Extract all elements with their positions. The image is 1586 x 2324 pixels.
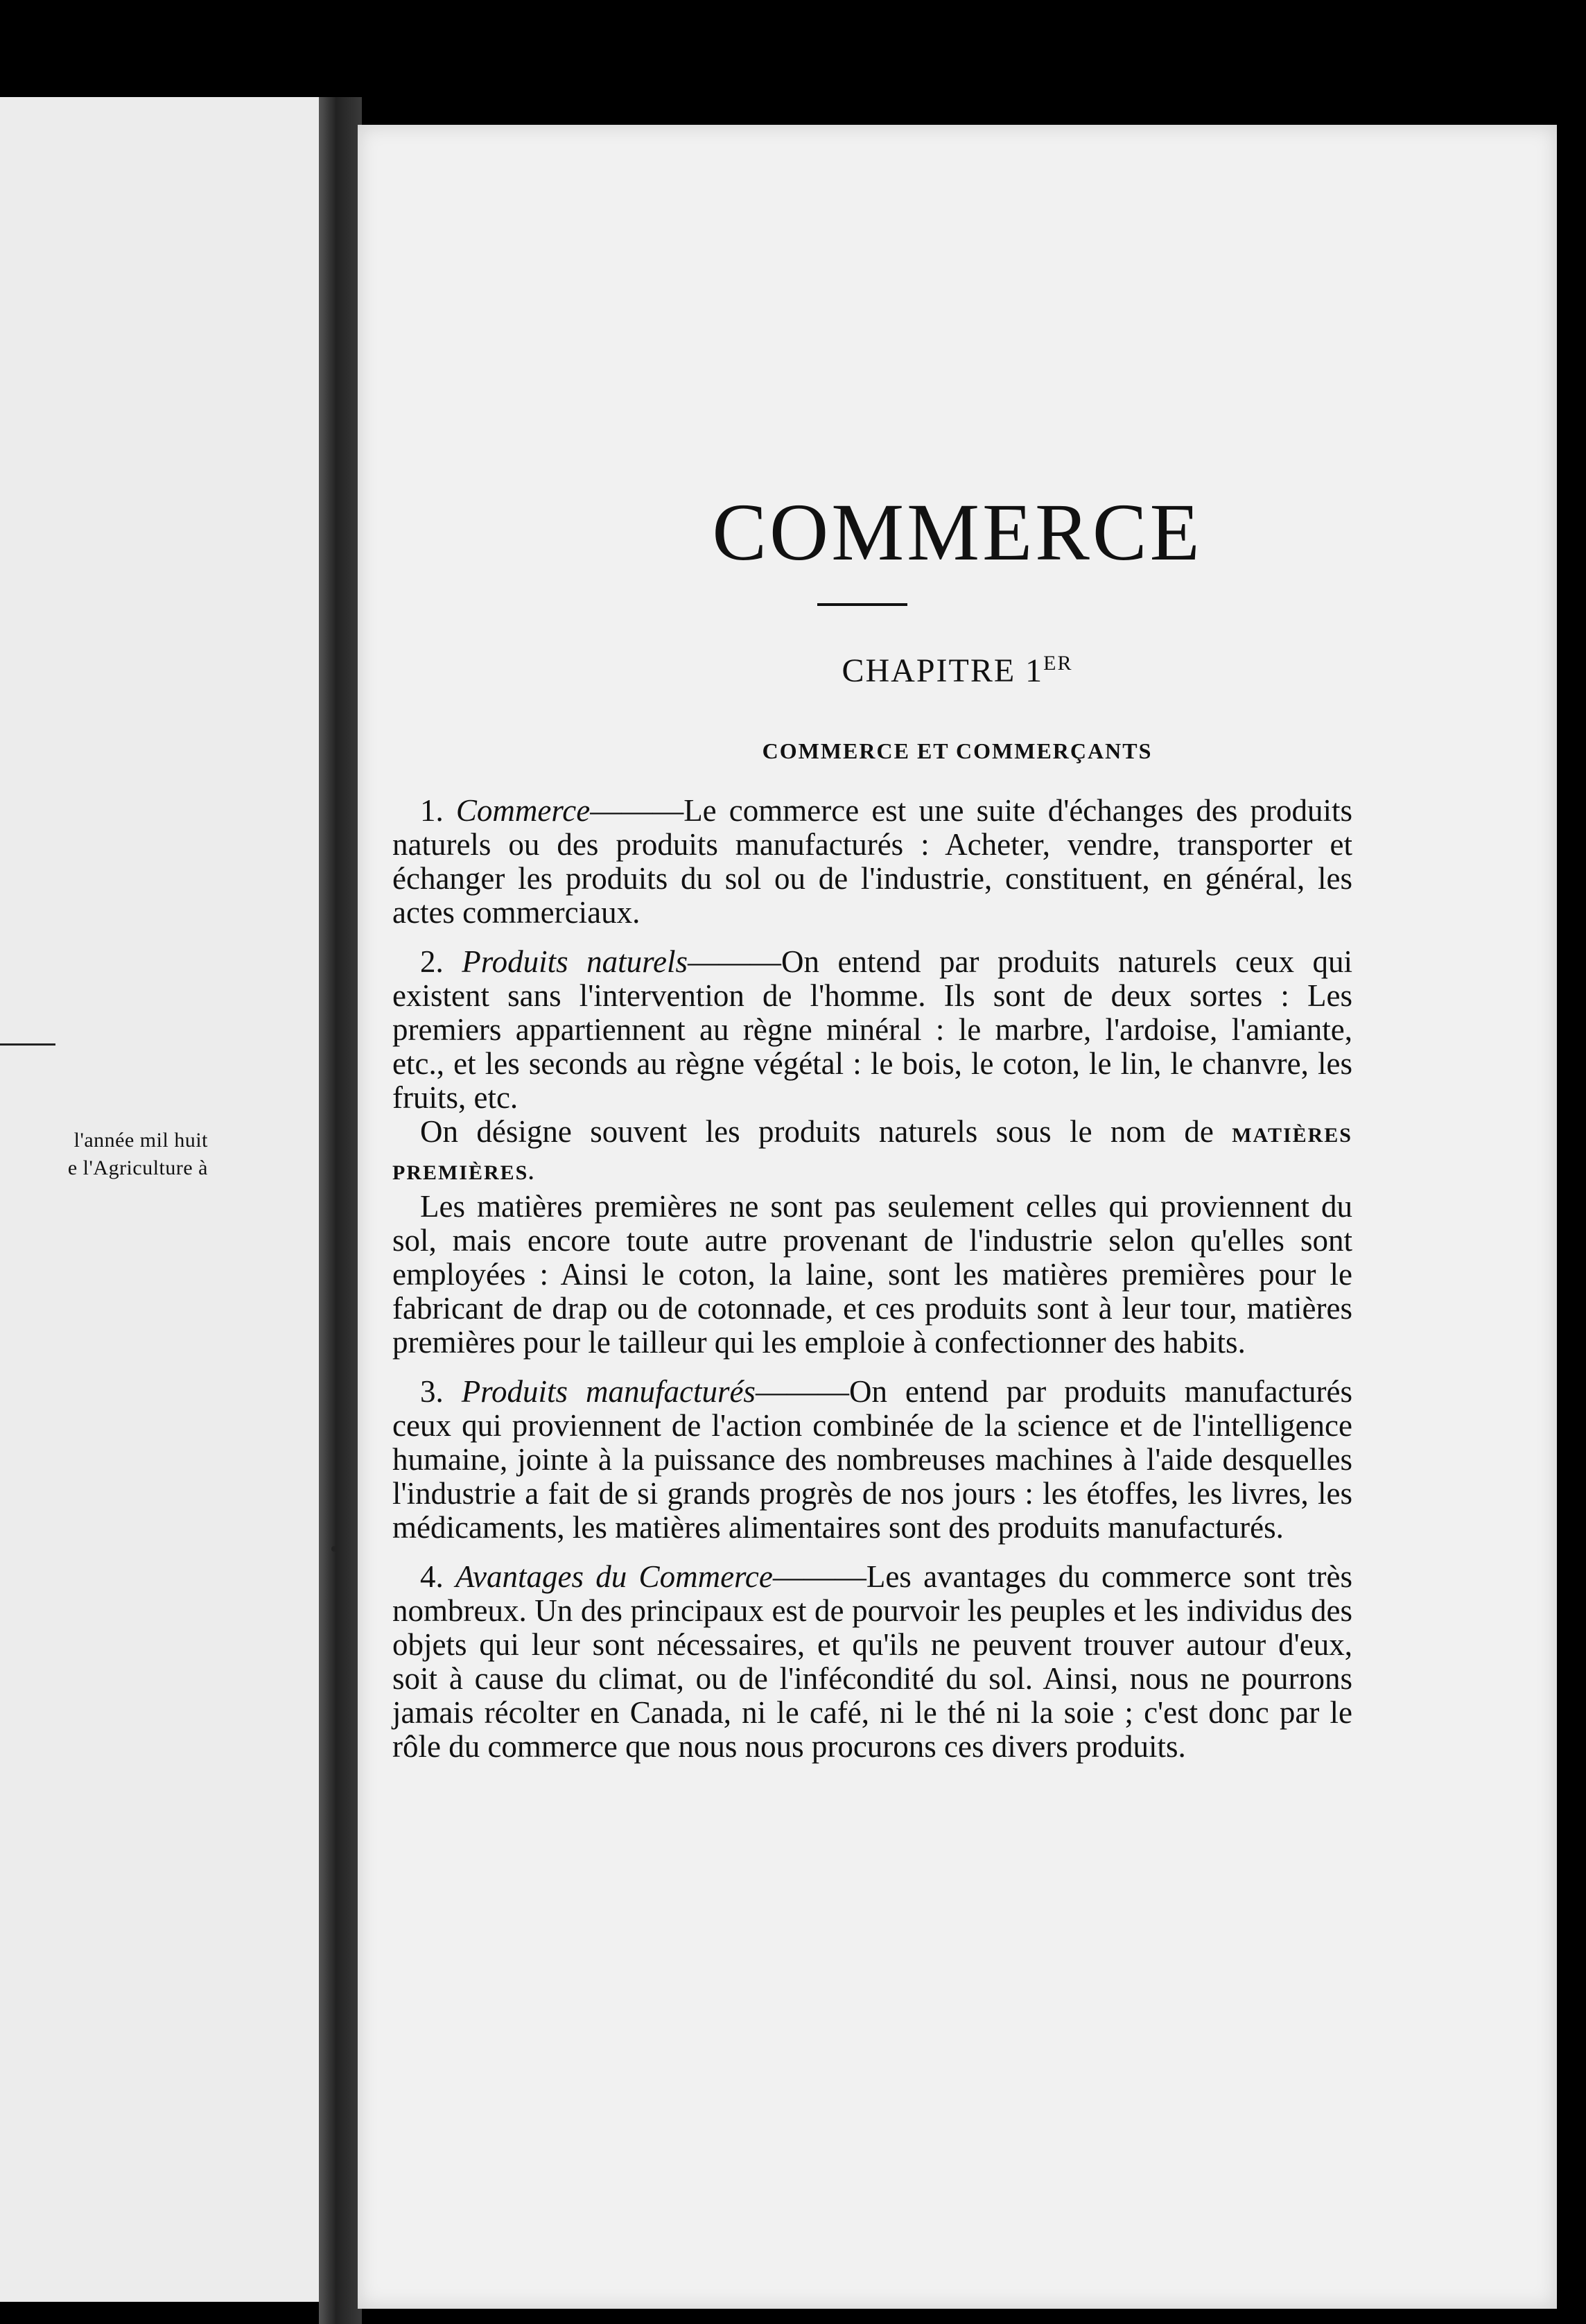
section-heading: Produits naturels [462,944,688,979]
chapter-heading [358,652,1557,690]
section-text: On désigne souvent les produits naturels sous le nom de [420,1114,1214,1149]
paragraph-3 [392,1375,1352,1545]
section-dash: ——— [772,1559,866,1594]
chapter-label: CHAPITRE 1 [842,652,1044,689]
section-number: 3. [420,1374,444,1409]
chapter-suffix: ER [1043,652,1073,675]
paragraph-2-continued [392,1115,1352,1190]
section-heading: Produits manufacturés [461,1374,756,1409]
facing-page [0,97,326,2302]
page-title: COMMERCE [712,487,1203,578]
section-heading: Commerce [455,793,591,828]
section-dash: ——— [590,793,684,828]
paragraph-1 [392,794,1352,930]
section-dash: ——— [688,944,781,979]
section-subheading: COMMERCE ET COMMERÇANTS [762,738,1153,763]
section-heading: Avantages du Commerce [455,1559,773,1594]
body-text [392,794,1352,1779]
ink-dot [331,1546,337,1552]
facing-page-line-1: l'année mil huit [73,1129,208,1152]
section-number: 4. [420,1559,444,1594]
section-text: Les matières premières ne sont pas seulement celles qui proviennent du sol, mais encore toute autre provenant de l'industrie selon qu'elles sont employées : Ainsi le coton, la laine, sont les matières premières pour le fabricant de drap ou de cotonnade, et ces produits sont à leur tour, matières premières pour le tailleur qui les emploie à confectionner des habits. [392,1189,1352,1360]
facing-page-rule [0,1043,55,1046]
title-divider [817,603,907,606]
paragraph-2-continued-2 [392,1190,1352,1360]
facing-page-line-2: e l'Agriculture à [67,1156,208,1179]
section-text: On entend par produits naturels ceux qui existent sans l'intervention de l'homme. Ils sont de deux sortes : Les premiers appartiennent au règne minéral : le marbre, l'ardoise, l'amiante, etc., et les seconds au règne végétal : le bois, le coton, le lin, le chanvre, les fruits, etc. [392,944,1352,1115]
section-dash: ——— [755,1374,849,1409]
paragraph-2 [392,945,1352,1115]
document-page [358,125,1557,2309]
section-text: Le commerce est une suite d'échanges des produits naturels ou des produits manufacturés : Acheter, vendre, transporter et échanger les produits du sol ou de l'industrie, constituent, en général, les actes commerciaux. [392,793,1353,930]
section-text: On entend par produits manufacturés ceux qui proviennent de l'action combinée de la science et de l'intelligence humaine, jointe à la puissance des nombreuses machines à l'aide desquelles l'industrie a fait de si grands progrès de nos jours : les étoffes, les livres, les médicaments, les matières alimentaires sont des produits manufacturés. [392,1374,1352,1545]
paragraph-4 [392,1560,1352,1764]
small-caps-term: MATIÈRES PREMIÈRES. [392,1124,1352,1184]
section-text: Les avantages du commerce sont très nombreux. Un des principaux est de pourvoir les peuples et les individus des objets qui leur sont nécessaires, et qu'ils ne peuvent trouver autour d'eux, soit à cause du climat, ou de l'infécondité du sol. Ainsi, nous ne pourrons jamais récolter en Canada, ni le café, ni le thé ni la soie ; c'est donc par le rôle du commerce que nous nous procurons ces divers produits. [392,1559,1352,1764]
section-number: 1. [420,793,444,828]
section-number: 2. [420,944,444,979]
book-gutter [319,97,362,2324]
